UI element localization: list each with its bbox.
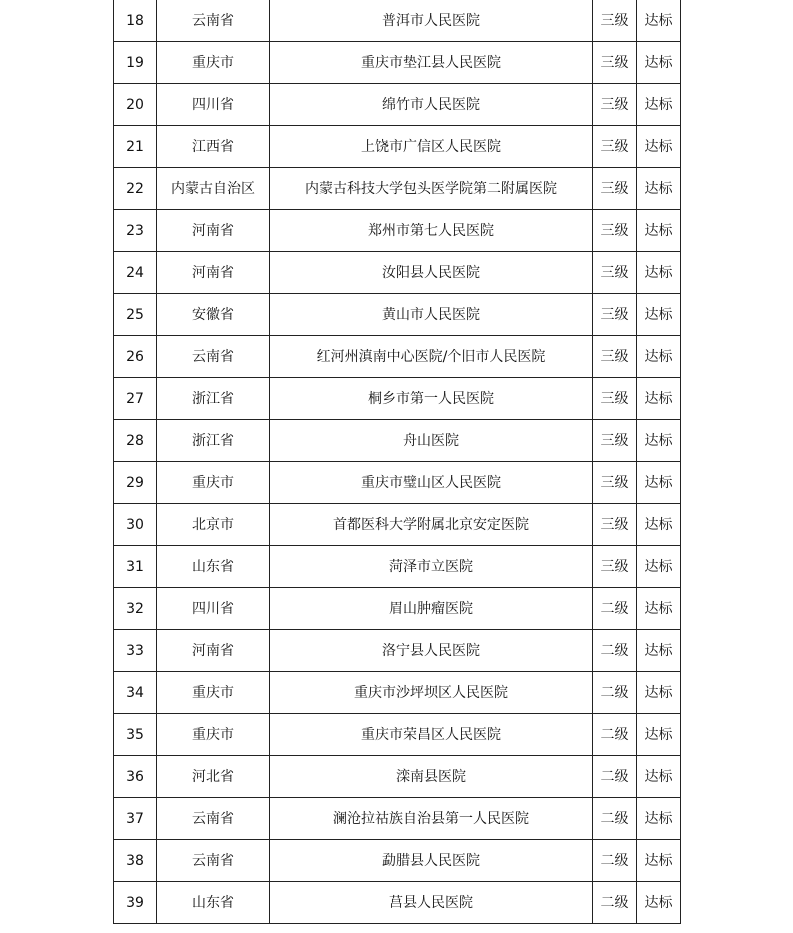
assessment-result-cell: 达标 <box>637 378 681 420</box>
hospital-name-cell: 普洱市人民医院 <box>270 0 593 42</box>
province-cell: 云南省 <box>157 0 270 42</box>
table-row <box>114 504 681 546</box>
province-cell: 四川省 <box>157 588 270 630</box>
row-number-cell: 24 <box>114 252 157 294</box>
province-cell: 重庆市 <box>157 42 270 84</box>
hospital-name-cell: 重庆市垫江县人民医院 <box>270 42 593 84</box>
hospital-name-cell: 红河州滇南中心医院/个旧市人民医院 <box>270 336 593 378</box>
row-number-cell: 28 <box>114 420 157 462</box>
hospital-name-cell: 绵竹市人民医院 <box>270 84 593 126</box>
province-cell: 浙江省 <box>157 378 270 420</box>
table-row <box>114 840 681 882</box>
hospital-name-cell: 上饶市广信区人民医院 <box>270 126 593 168</box>
table-row <box>114 210 681 252</box>
hospital-name-cell: 菏泽市立医院 <box>270 546 593 588</box>
hospital-name-cell: 内蒙古科技大学包头医学院第二附属医院 <box>270 168 593 210</box>
table-row <box>114 630 681 672</box>
assessment-result-cell: 达标 <box>637 168 681 210</box>
assessment-result-cell: 达标 <box>637 336 681 378</box>
hospital-name-cell: 桐乡市第一人民医院 <box>270 378 593 420</box>
assessment-result-cell: 达标 <box>637 420 681 462</box>
row-number-cell: 35 <box>114 714 157 756</box>
assessment-result-cell: 达标 <box>637 798 681 840</box>
province-cell: 江西省 <box>157 126 270 168</box>
row-number-cell: 27 <box>114 378 157 420</box>
hospital-name-cell: 勐腊县人民医院 <box>270 840 593 882</box>
row-number-cell: 34 <box>114 672 157 714</box>
table-row <box>114 84 681 126</box>
row-number-cell: 23 <box>114 210 157 252</box>
hospital-level-cell: 三级 <box>593 210 637 252</box>
hospital-level-cell: 三级 <box>593 546 637 588</box>
table-body <box>114 0 681 924</box>
assessment-result-cell: 达标 <box>637 840 681 882</box>
table-row <box>114 42 681 84</box>
hospital-list-table <box>113 0 681 924</box>
hospital-name-cell: 眉山肿瘤医院 <box>270 588 593 630</box>
table-row <box>114 0 681 42</box>
assessment-result-cell: 达标 <box>637 42 681 84</box>
hospital-level-cell: 二级 <box>593 588 637 630</box>
province-cell: 河北省 <box>157 756 270 798</box>
assessment-result-cell: 达标 <box>637 84 681 126</box>
hospital-table-container <box>113 0 680 924</box>
assessment-result-cell: 达标 <box>637 882 681 924</box>
assessment-result-cell: 达标 <box>637 714 681 756</box>
province-cell: 重庆市 <box>157 462 270 504</box>
assessment-result-cell: 达标 <box>637 504 681 546</box>
hospital-name-cell: 莒县人民医院 <box>270 882 593 924</box>
row-number-cell: 31 <box>114 546 157 588</box>
hospital-level-cell: 三级 <box>593 504 637 546</box>
table-row <box>114 378 681 420</box>
hospital-name-cell: 郑州市第七人民医院 <box>270 210 593 252</box>
hospital-level-cell: 三级 <box>593 420 637 462</box>
table-row <box>114 126 681 168</box>
province-cell: 河南省 <box>157 630 270 672</box>
hospital-name-cell: 重庆市荣昌区人民医院 <box>270 714 593 756</box>
province-cell: 山东省 <box>157 882 270 924</box>
hospital-level-cell: 三级 <box>593 126 637 168</box>
hospital-level-cell: 二级 <box>593 630 637 672</box>
table-row <box>114 798 681 840</box>
province-cell: 四川省 <box>157 84 270 126</box>
row-number-cell: 32 <box>114 588 157 630</box>
row-number-cell: 19 <box>114 42 157 84</box>
hospital-level-cell: 二级 <box>593 840 637 882</box>
assessment-result-cell: 达标 <box>637 126 681 168</box>
hospital-name-cell: 首都医科大学附属北京安定医院 <box>270 504 593 546</box>
hospital-level-cell: 二级 <box>593 756 637 798</box>
row-number-cell: 20 <box>114 84 157 126</box>
row-number-cell: 33 <box>114 630 157 672</box>
row-number-cell: 26 <box>114 336 157 378</box>
hospital-level-cell: 三级 <box>593 84 637 126</box>
table-row <box>114 294 681 336</box>
hospital-name-cell: 重庆市璧山区人民医院 <box>270 462 593 504</box>
hospital-level-cell: 二级 <box>593 882 637 924</box>
hospital-level-cell: 三级 <box>593 378 637 420</box>
hospital-level-cell: 三级 <box>593 294 637 336</box>
assessment-result-cell: 达标 <box>637 462 681 504</box>
row-number-cell: 21 <box>114 126 157 168</box>
hospital-name-cell: 舟山医院 <box>270 420 593 462</box>
hospital-name-cell: 汝阳县人民医院 <box>270 252 593 294</box>
table-row <box>114 882 681 924</box>
assessment-result-cell: 达标 <box>637 672 681 714</box>
row-number-cell: 36 <box>114 756 157 798</box>
hospital-level-cell: 三级 <box>593 168 637 210</box>
province-cell: 河南省 <box>157 210 270 252</box>
assessment-result-cell: 达标 <box>637 210 681 252</box>
assessment-result-cell: 达标 <box>637 546 681 588</box>
table-row <box>114 168 681 210</box>
hospital-name-cell: 黄山市人民医院 <box>270 294 593 336</box>
table-row <box>114 546 681 588</box>
assessment-result-cell: 达标 <box>637 756 681 798</box>
hospital-level-cell: 三级 <box>593 0 637 42</box>
hospital-level-cell: 二级 <box>593 714 637 756</box>
province-cell: 北京市 <box>157 504 270 546</box>
table-row <box>114 714 681 756</box>
province-cell: 云南省 <box>157 798 270 840</box>
province-cell: 内蒙古自治区 <box>157 168 270 210</box>
assessment-result-cell: 达标 <box>637 0 681 42</box>
province-cell: 云南省 <box>157 840 270 882</box>
province-cell: 浙江省 <box>157 420 270 462</box>
table-row <box>114 588 681 630</box>
table-row <box>114 756 681 798</box>
assessment-result-cell: 达标 <box>637 294 681 336</box>
row-number-cell: 39 <box>114 882 157 924</box>
row-number-cell: 37 <box>114 798 157 840</box>
hospital-level-cell: 二级 <box>593 672 637 714</box>
hospital-level-cell: 三级 <box>593 42 637 84</box>
row-number-cell: 25 <box>114 294 157 336</box>
hospital-level-cell: 三级 <box>593 462 637 504</box>
row-number-cell: 38 <box>114 840 157 882</box>
table-row <box>114 420 681 462</box>
province-cell: 河南省 <box>157 252 270 294</box>
hospital-level-cell: 二级 <box>593 798 637 840</box>
province-cell: 山东省 <box>157 546 270 588</box>
hospital-name-cell: 澜沧拉祜族自治县第一人民医院 <box>270 798 593 840</box>
table-row <box>114 672 681 714</box>
assessment-result-cell: 达标 <box>637 252 681 294</box>
province-cell: 安徽省 <box>157 294 270 336</box>
assessment-result-cell: 达标 <box>637 588 681 630</box>
row-number-cell: 30 <box>114 504 157 546</box>
province-cell: 云南省 <box>157 336 270 378</box>
table-row <box>114 336 681 378</box>
row-number-cell: 29 <box>114 462 157 504</box>
row-number-cell: 22 <box>114 168 157 210</box>
table-row <box>114 252 681 294</box>
hospital-level-cell: 三级 <box>593 336 637 378</box>
province-cell: 重庆市 <box>157 672 270 714</box>
table-row <box>114 462 681 504</box>
province-cell: 重庆市 <box>157 714 270 756</box>
hospital-name-cell: 滦南县医院 <box>270 756 593 798</box>
assessment-result-cell: 达标 <box>637 630 681 672</box>
hospital-level-cell: 三级 <box>593 252 637 294</box>
hospital-name-cell: 重庆市沙坪坝区人民医院 <box>270 672 593 714</box>
row-number-cell: 18 <box>114 0 157 42</box>
hospital-name-cell: 洛宁县人民医院 <box>270 630 593 672</box>
